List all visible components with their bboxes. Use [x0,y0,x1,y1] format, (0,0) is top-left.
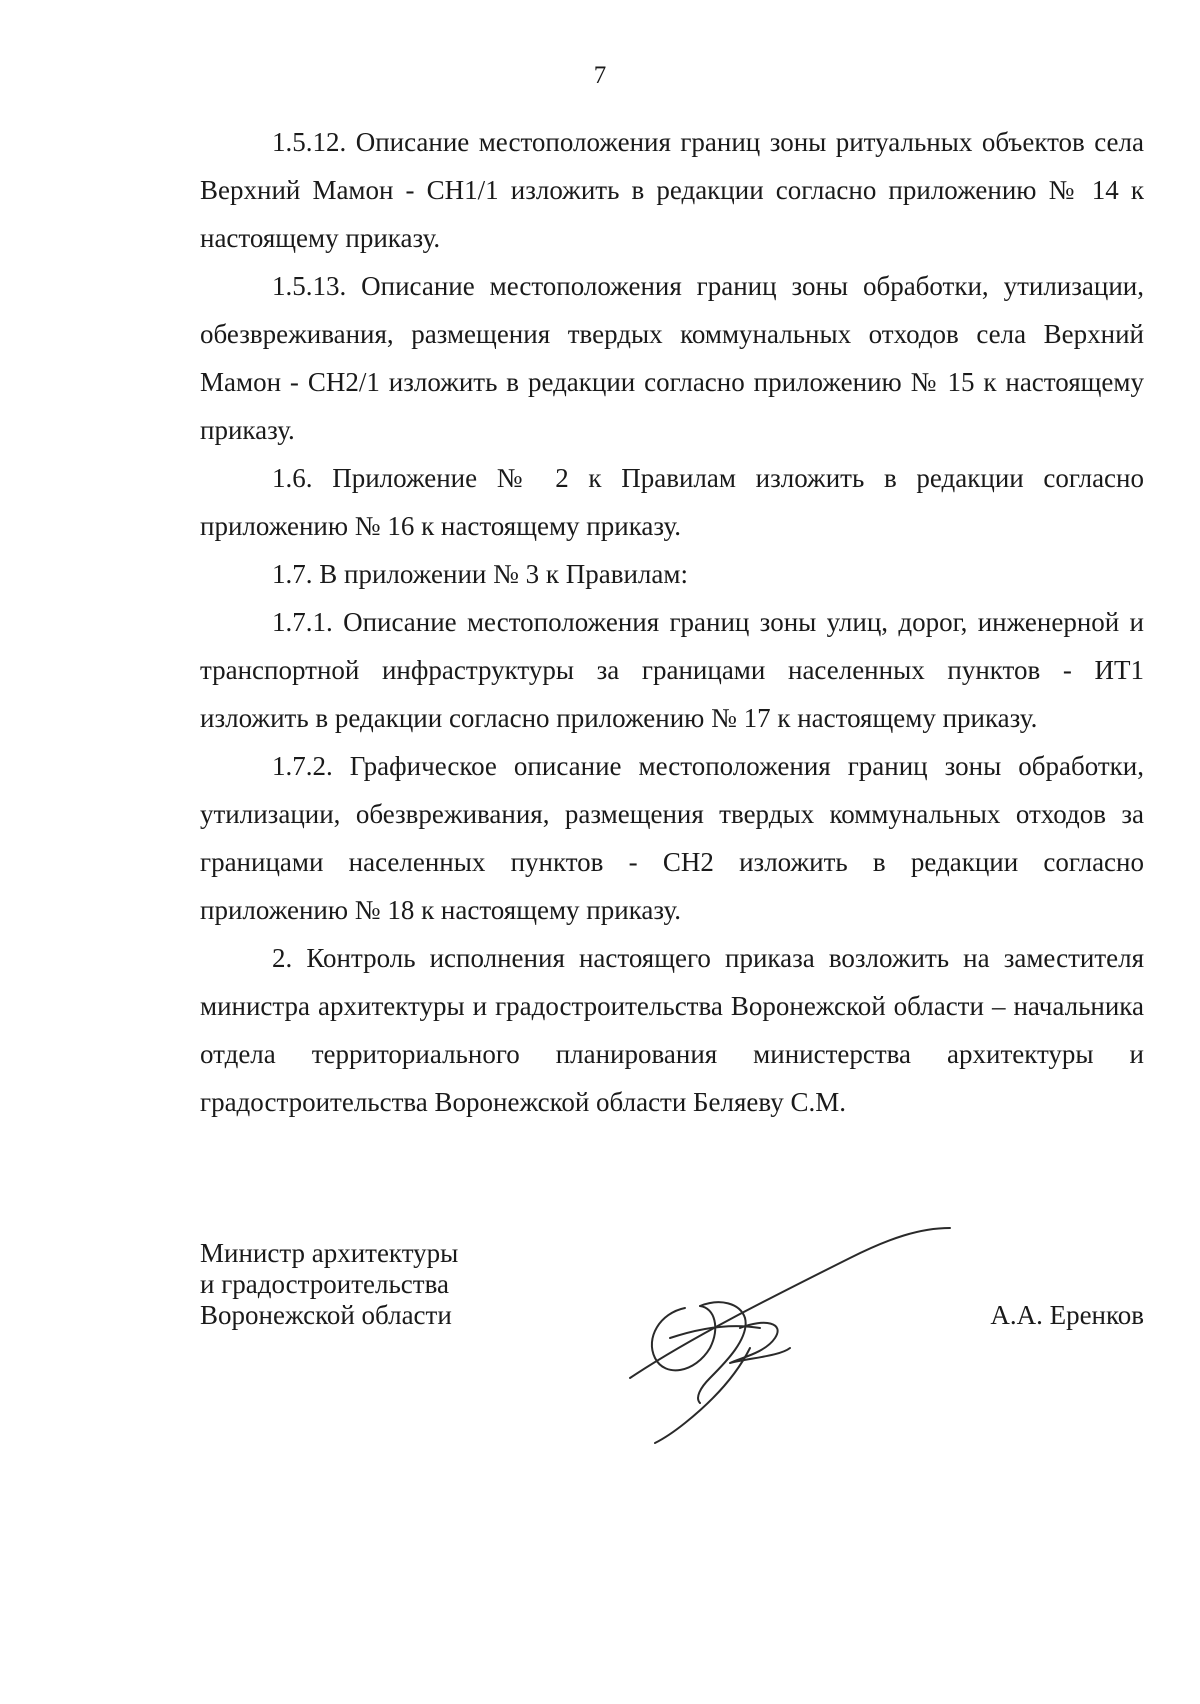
signature-block [200,1238,1144,1478]
signer-position-line: и градостроительства [200,1269,449,1299]
signer-name: А.А. Еренков [990,1300,1144,1330]
handwritten-signature-icon [600,1188,1000,1448]
paragraph-1-5-12: 1.5.12. Описание местоположения границ зоны ритуальных объектов села Верхний Мамон - СН1/1 изложить в редакции согласно приложению № 14 к настоящему приказу. [200,127,1144,253]
paragraph-1-7-2: 1.7.2. Графическое описание местоположения границ зоны обработки, утилизации, обезвреживания, размещения твердых коммунальных отходов за границами населенных пунктов - СН2 изложить в редакции согласно приложению № 18 к настоящему приказу. [200,751,1144,925]
paragraph-1-6: 1.6. Приложение № 2 к Правилам изложить в редакции согласно приложению № 16 к настоящему приказу. [200,463,1144,541]
paragraph-1-7-1: 1.7.1. Описание местоположения границ зоны улиц, дорог, инженерной и транспортной инфраструктуры за границами населенных пунктов - ИТ1 изложить в редакции согласно приложению № 17 к настоящему приказу. [200,607,1144,733]
paragraph-2: 2. Контроль исполнения настоящего приказа возложить на заместителя министра архитектуры и градостроительства Воронежской области – начальника отдела территориального планирования министерства архитектуры и градостроительства Воронежской области Беляеву С.М. [200,943,1144,1117]
document-body [200,118,1144,1126]
signer-position [200,1238,458,1331]
signer-position-line: Министр архитектуры [200,1238,459,1268]
paragraph-1-7: 1.7. В приложении № 3 к Правилам: [272,559,688,589]
signer-position-line: Воронежской области [200,1300,452,1330]
paragraph-1-5-13: 1.5.13. Описание местоположения границ зоны обработки, утилизации, обезвреживания, размещения твердых коммунальных отходов села Верхний Мамон - СН2/1 изложить в редакции согласно приложению № 15 к настоящему приказу. [200,271,1144,445]
page-number: 7 [593,62,607,89]
